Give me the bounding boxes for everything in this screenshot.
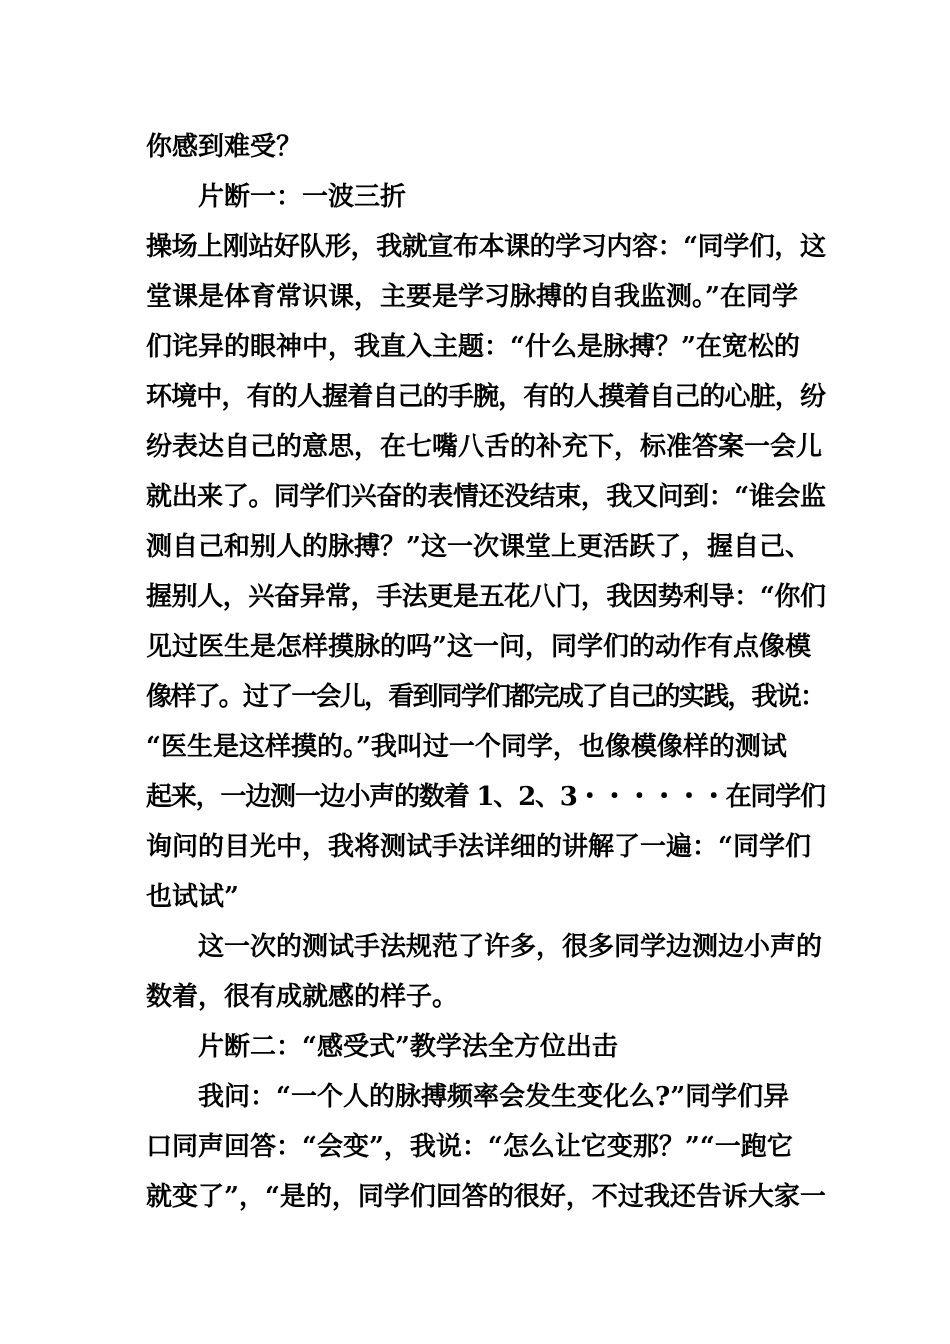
text-line: 询问的目光中，我将测试手法详细的讲解了一遍：“同学们 [146, 832, 811, 862]
document-body [146, 122, 826, 1222]
text-line: 我问：“一个人的脉搏频率会发生变化么?”同学们异 [198, 1082, 790, 1112]
text-line: 就出来了。同学们兴奋的表情还没结束，我又问到：“谁会监 [146, 482, 826, 512]
text-line: 口同声回答：“会变”，我说：“怎么让它变那？”“一跑它 [146, 1132, 793, 1162]
text-line: 握别人，兴奋异常，手法更是五花八门，我因势利导：“你们 [146, 582, 826, 612]
text-line: 见过医生是怎样摸脉的吗”这一问，同学们的动作有点像模 [146, 632, 811, 662]
text-line: 这一次的测试手法规范了许多，很多同学边测边小声的 [198, 932, 823, 962]
text-line: 片断二：“感受式”教学法全方位出击 [198, 1032, 618, 1062]
text-line: 也试试” [146, 882, 239, 912]
text-line: 堂课是体育常识课，主要是学习脉搏的自我监测。”在同学 [146, 282, 798, 312]
text-line: 数着，很有成就感的样子。 [146, 982, 459, 1012]
text-line: 们诧异的眼神中，我直入主题：“什么是脉搏？”在宽松的 [146, 332, 800, 362]
text-line: 起来，一边测一边小声的数着 1、2、3・・・・・・在同学们 [146, 782, 825, 812]
text-line: 纷表达自己的意思，在七嘴八舌的补充下，标准答案一会儿 [146, 432, 823, 462]
text-line: 你感到难受？ [146, 132, 303, 162]
text-line: 片断一：一波三折 [198, 182, 407, 212]
text-line: 操场上刚站好队形，我就宣布本课的学习内容：“同学们，这 [146, 232, 826, 262]
text-line: 像样了。过了一会儿，看到同学们都完成了自己的实践，我说： [146, 682, 825, 712]
text-line: 就变了”，“是的，同学们回答的很好，不过我还告诉大家一 [146, 1182, 826, 1212]
text-line: “医生是这样摸的。”我叫过一个同学，也像模像样的测试 [146, 732, 787, 762]
text-line: 测自己和别人的脉搏？”这一次课堂上更活跃了，握自己、 [146, 532, 811, 562]
text-line: 环境中，有的人握着自己的手腕，有的人摸着自己的心脏，纷 [146, 382, 826, 412]
